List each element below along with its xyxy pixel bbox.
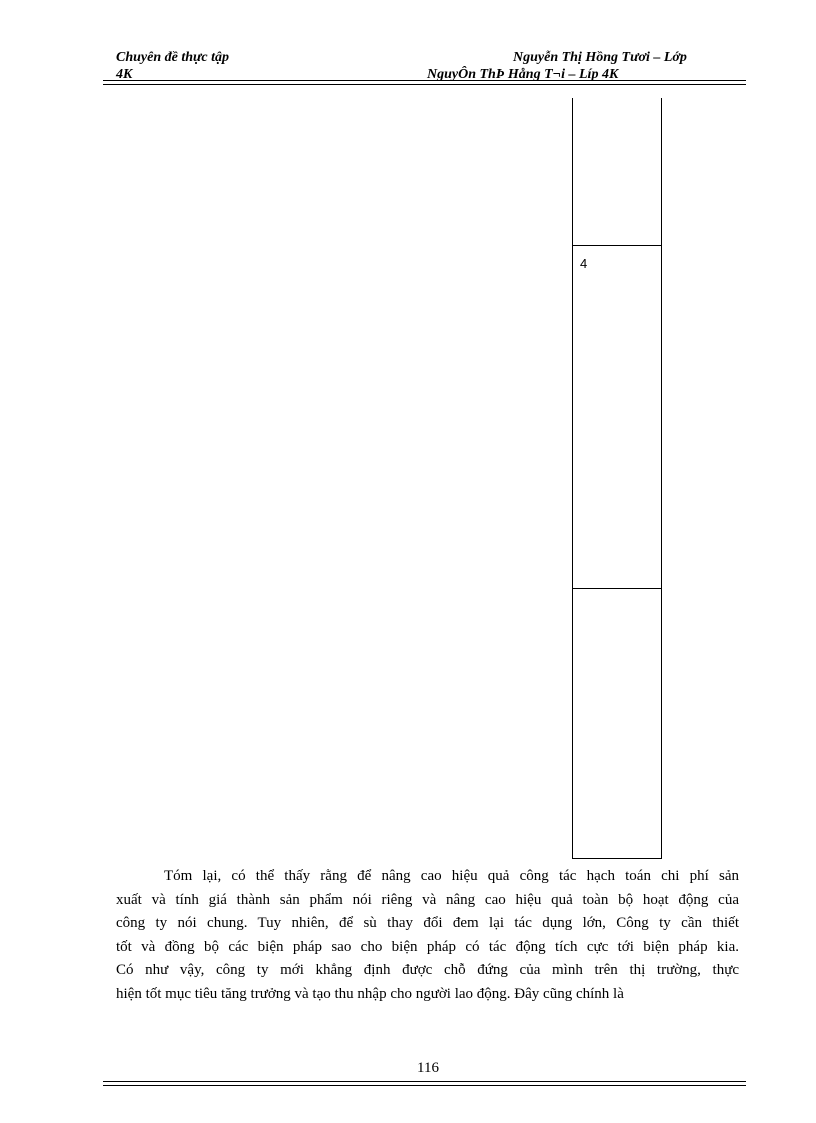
header-author-right: Nguyễn Thị Hồng Tươi – Lớp <box>513 50 687 65</box>
header-class-continuation: 4K <box>116 67 133 82</box>
paragraph-line: hiện tốt mục tiêu tăng trưởng và tạo thu nhập cho người lao động. Đây cũng chính là <box>116 985 624 1002</box>
table-cell-number: 4 <box>580 256 588 271</box>
header-title-left: Chuyên đề thực tập <box>116 50 230 65</box>
paragraph-line: Tóm lại, có thể thấy rằng để nâng cao hiệu quả công tác hạch toán chi phí sản <box>164 868 739 884</box>
paragraph-line: tốt và đồng bộ các biện pháp sao cho biện pháp có tác động tích cực tới biện pháp kia. <box>116 938 739 955</box>
paragraph-line: xuất và tính giá thành sản phẩm nói riêng và nâng cao hiệu quả toàn bộ hoạt động của <box>116 891 739 908</box>
paragraph-line: Có như vậy, công ty mới khẳng định được chỗ đứng của mình trên thị trường, thực <box>116 962 739 979</box>
body-paragraph <box>116 865 739 1007</box>
header-rule-top <box>103 80 746 81</box>
header-garbled-author: NguyÔn ThÞ Hång T¬i – Líp 4K <box>427 67 619 82</box>
footer-rule-bottom <box>103 1085 746 1086</box>
table-row-divider <box>573 245 661 246</box>
table-row-divider <box>573 588 661 589</box>
paragraph-line: công ty nói chung. Tuy nhiên, để sù thay đổi đem lại tác dụng lớn, Công ty cần thiết <box>116 915 739 932</box>
table-column <box>572 98 662 859</box>
footer-rule-top <box>103 1081 746 1082</box>
page-number: 116 <box>417 1060 439 1076</box>
header-rule-bottom <box>103 84 746 85</box>
